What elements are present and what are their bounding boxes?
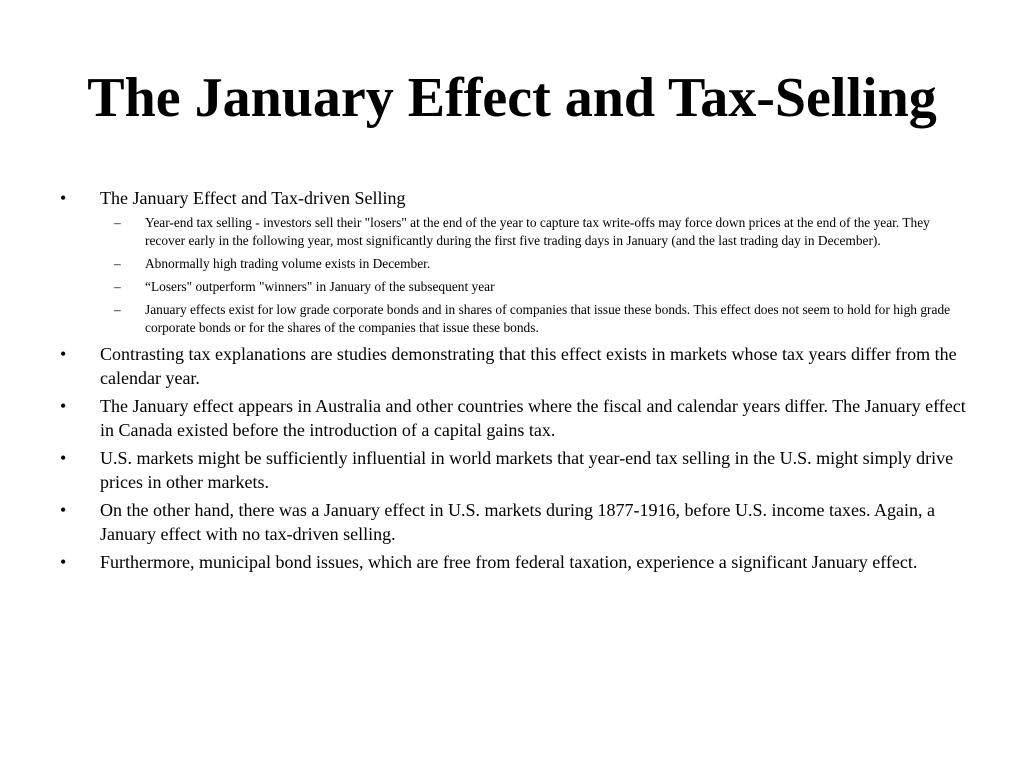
sub-bullet-marker: – <box>114 215 121 230</box>
bullet-item <box>60 394 970 442</box>
sub-bullet-item <box>100 214 970 250</box>
bullet-item <box>60 498 970 546</box>
sub-bullet-list <box>100 214 970 337</box>
bullet-text: The January Effect and Tax-driven Selling <box>100 188 406 208</box>
sub-bullet-item <box>100 278 970 296</box>
bullet-text: The January effect appears in Australia and other countries where the fiscal and calendar years differ. The January effect in Canada existed before the introduction of a capital gains tax. <box>100 396 966 440</box>
bullet-text: Contrasting tax explanations are studies demonstrating that this effect exists in markets whose tax years differ from the calendar year. <box>100 344 957 388</box>
slide-title: The January Effect and Tax-Selling <box>87 67 937 129</box>
sub-bullet-item <box>100 301 970 337</box>
sub-bullet-text: “Losers" outperform "winners" in January of the subsequent year <box>145 279 495 294</box>
bullet-marker: • <box>60 344 67 364</box>
sub-bullet-text: January effects exist for low grade corporate bonds and in shares of companies that issue these bonds. This effect does not seem to hold for high grade corporate bonds or for the shares of the companies that issue these bonds. <box>145 302 951 335</box>
bullet-marker: • <box>60 396 67 416</box>
bullet-marker: • <box>60 188 67 208</box>
bullet-text: U.S. markets might be sufficiently influential in world markets that year-end tax selling in the U.S. might simply drive prices in other markets. <box>100 448 954 492</box>
bullet-marker: • <box>60 500 67 520</box>
bullet-item <box>60 186 970 337</box>
sub-bullet-marker: – <box>114 279 121 294</box>
sub-bullet-text: Abnormally high trading volume exists in December. <box>145 256 431 271</box>
bullet-item <box>60 342 970 390</box>
bullet-item <box>60 550 970 574</box>
bullet-marker: • <box>60 552 67 572</box>
sub-bullet-marker: – <box>114 256 121 271</box>
bullet-text: Furthermore, municipal bond issues, which are free from federal taxation, experience a significant January effect. <box>100 552 918 572</box>
sub-bullet-marker: – <box>114 302 121 317</box>
bullet-text: On the other hand, there was a January effect in U.S. markets during 1877-1916, before U.S. income taxes. Again, a January effect with no tax-driven selling. <box>100 500 935 544</box>
sub-bullet-text: Year-end tax selling - investors sell their "losers" at the end of the year to capture tax write-offs may force down prices at the end of the year. They recover early in the following year, most significantly during the first five trading days in January (and the last trading day in December). <box>145 215 930 248</box>
bullet-list <box>60 186 970 578</box>
sub-bullet-item <box>100 255 970 273</box>
bullet-marker: • <box>60 448 67 468</box>
bullet-item <box>60 446 970 494</box>
